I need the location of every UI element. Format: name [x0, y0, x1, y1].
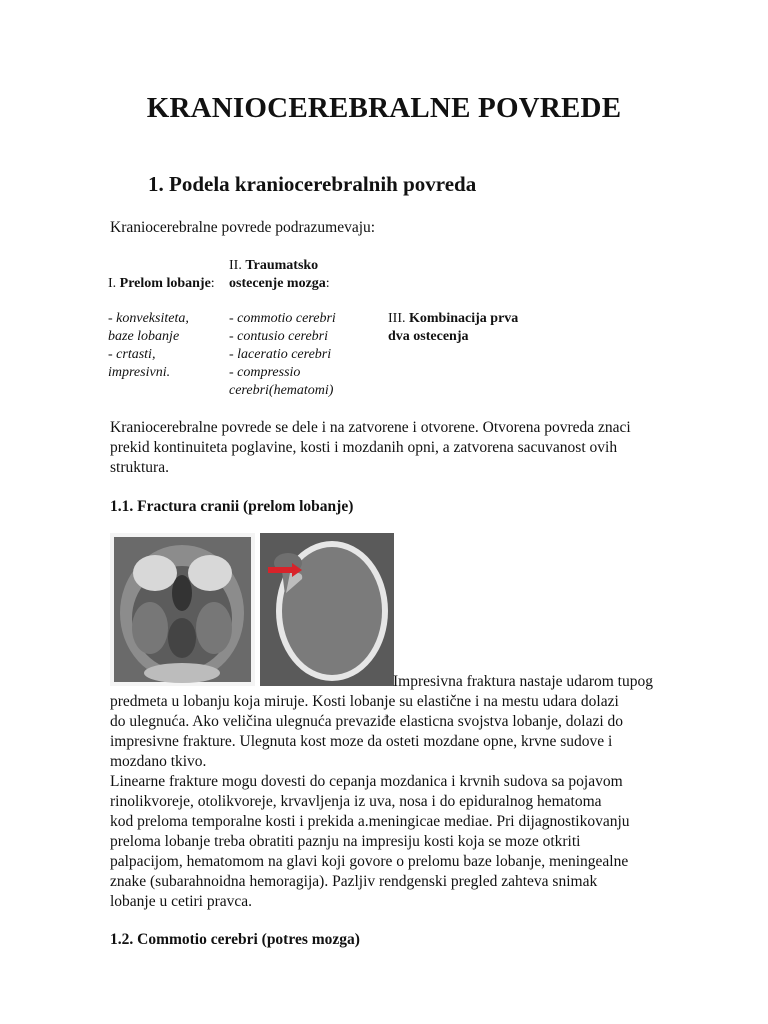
col2-header: II. Traumatsko ostecenje mozga:	[229, 258, 330, 291]
paragraph-impression-fracture-start: Impresivna fraktura nastaje udarom tupog	[393, 673, 653, 690]
col2-list	[229, 310, 336, 400]
list-item: baze lobanje	[108, 329, 180, 344]
intro-text: Kraniocerebralne povrede podrazumevaju:	[110, 219, 376, 236]
list-item: impresivni.	[108, 365, 171, 380]
list-item: - compressio	[229, 365, 301, 380]
section-heading-1-1: 1.1. Fractura cranii (prelom lobanje)	[110, 498, 354, 515]
list-item: cerebri(hematomi)	[229, 383, 334, 398]
section-heading-1-2: 1.2. Commotio cerebri (potres mozga)	[110, 931, 360, 948]
col1-header: I. Prelom lobanje:	[108, 276, 215, 291]
list-item: - commotio cerebri	[229, 311, 336, 326]
ct-scan-impression-fracture-image	[260, 533, 394, 686]
document-title: KRANIOCEREBRALNE POVREDE	[146, 92, 622, 124]
col3-header: III. Kombinacija prva dva ostecenja	[388, 311, 519, 344]
list-item: - konveksiteta,	[108, 311, 189, 326]
ct-scan-skull-base-image	[110, 533, 255, 686]
section-heading-1: 1. Podela kraniocerebralnih povreda	[148, 172, 477, 196]
paragraph-fractures: predmeta u lobanju koja miruje. Kosti lobanje su elastične i na mestu udara dolazi do ulegnuća. Ako veličina ulegnuća prevaziđe elasticna svojstva lobanje, dolazi do impresivne frakture. Ulegnuta kost moze da osteti mozdane opne, krvne sudove i mozdano tkivo. Linearne frakture mogu dovesti do cepanja mozdanica i krvnih sudova sa pojavom rinolikvoreje, otolikvoreje, krvavljenja iz uva, nosa i do epiduralnog hematoma kod preloma temporalne kosti i prekida a.meningicae mediae. Pri dijagnostikovanju preloma lobanje treba obratiti paznju na impresiju kosti koja se moze otkriti palpacijom, hematomom na glavi koji govore o prelomu baze lobanje, meningealne znake (subarahnoidna hemoragija). Pazljiv rendgenski pregled zahteva snimak lobanje u cetiri pravca.	[110, 693, 630, 910]
paragraph-open-closed: Kraniocerebralne povrede se dele i na zatvorene i otvorene. Otvorena povreda znaci prekid kontinuiteta poglavine, kosti i mozdanih opni, a zatvorena sacuvanost ovih struktura.	[110, 419, 631, 476]
list-item: - crtasti,	[108, 347, 156, 362]
list-item: - laceratio cerebri	[229, 347, 332, 362]
list-item: - contusio cerebri	[229, 329, 329, 344]
col1-list	[108, 310, 189, 382]
